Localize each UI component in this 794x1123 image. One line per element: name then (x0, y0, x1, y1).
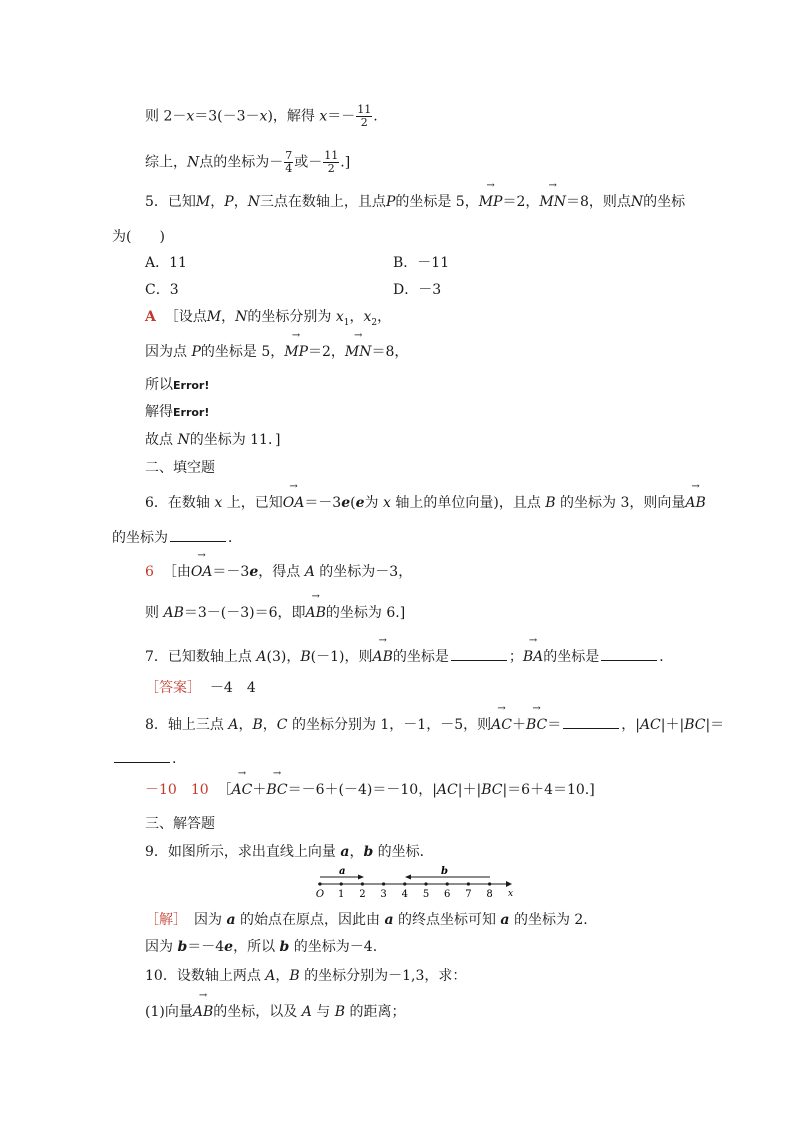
axis-x-label: x (508, 889, 514, 899)
axis-tick-dot (340, 882, 343, 885)
text: ， (233, 194, 248, 210)
text: 点的坐标为－ (199, 154, 284, 171)
text: 的坐标分别为 (247, 309, 336, 325)
text: 的坐标是 5， (395, 194, 479, 210)
text: .] (340, 154, 351, 171)
option-d: D．－3 (393, 282, 442, 298)
answer-5-line3 (145, 375, 209, 396)
text: 的始点在原点，因此由 (235, 912, 385, 928)
var: x (186, 108, 195, 125)
text: 的终点坐标可知 (393, 912, 501, 928)
var: x (335, 309, 344, 325)
answer-7 (145, 678, 256, 698)
text: 的坐标为－3， (314, 564, 413, 580)
text: ( (350, 495, 356, 511)
text: |＝ (705, 717, 725, 733)
text: ＝－6＋(－4)＝－10，| (287, 782, 437, 798)
var: e (249, 564, 259, 580)
text: 的坐标分别为 1，－1，－5，则 (287, 717, 492, 733)
var: A (228, 717, 239, 733)
solution-line-1 (145, 104, 378, 129)
axis-tick-label: 8 (486, 889, 493, 900)
text: ． (228, 530, 242, 546)
answer-blank[interactable] (451, 646, 507, 661)
error-field: Error! (173, 406, 210, 419)
text: 的坐标． (373, 844, 434, 860)
var: a (500, 912, 510, 928)
text: 的坐标，以及 (213, 1004, 302, 1020)
text: ＋ (511, 717, 526, 733)
denominator: 2 (327, 162, 335, 175)
var: P (224, 194, 234, 210)
text: ． (659, 649, 674, 665)
question-6-line2 (112, 527, 242, 548)
answer-tag: ［答案］ (145, 680, 201, 696)
text: 的坐标 (643, 194, 686, 210)
axis-tick-label: 6 (444, 889, 451, 900)
var: BC (481, 782, 503, 798)
var: P (191, 344, 201, 360)
text: ＝3(－3－ (194, 108, 260, 125)
var: M (195, 194, 211, 210)
var: N (187, 154, 200, 171)
var: e (224, 939, 234, 955)
vector: → MP (284, 342, 308, 362)
var: C (276, 717, 288, 733)
text: ＝－ (327, 108, 356, 125)
var: BC (684, 717, 706, 733)
vector: → BC (526, 715, 547, 735)
var: a (226, 912, 236, 928)
text: ＝－3 (304, 495, 342, 511)
vector: → AB (685, 493, 705, 513)
text: 轴上的单位向量)，且点 (390, 495, 546, 511)
var: B (545, 495, 556, 511)
numerator: 11 (324, 149, 339, 162)
error-field: Error! (173, 379, 210, 392)
number-line-figure (310, 866, 520, 902)
text: 5．已知 (145, 194, 196, 210)
var: A (256, 649, 267, 665)
text: 的坐标为 6.] (325, 605, 406, 621)
question-7 (145, 646, 673, 667)
text: 的坐标分别为－1,3，求： (299, 968, 467, 984)
text: (1)向量 (145, 1004, 193, 1020)
vector: → MP (479, 192, 503, 212)
text: ， (377, 309, 392, 325)
text: ［ (217, 782, 232, 798)
text: |＋| (457, 782, 482, 798)
var: a (340, 844, 350, 860)
answer-tag: ［解］ (145, 912, 180, 928)
text: ＝ (547, 717, 562, 733)
vector: → MN (539, 192, 566, 212)
vector: → AB (372, 647, 392, 667)
axis-arrow (506, 881, 512, 887)
text: ［由 (162, 564, 191, 580)
text: ，| (621, 717, 640, 733)
var: M (206, 309, 222, 325)
text: 因为 (145, 939, 178, 955)
vector: → AC (232, 780, 253, 800)
text: 故点 (145, 432, 178, 448)
text: 上，已知 (222, 495, 283, 511)
text: 的坐标是 (392, 649, 449, 665)
question-8-line2 (112, 748, 176, 769)
text: 三点在数轴上，且点 (259, 194, 386, 210)
text: ＝8，则点 (566, 194, 631, 210)
text: (－1)，则 (310, 649, 373, 665)
vector-b-label: b (441, 866, 448, 877)
answer-5-line4 (145, 402, 209, 423)
text: ， (238, 717, 253, 733)
answer-value: 6 (145, 564, 154, 580)
var: N (235, 309, 248, 325)
text: ， (262, 717, 277, 733)
answer-9-line1 (145, 910, 588, 930)
text: 6．在数轴 (145, 495, 215, 511)
var: b (279, 939, 290, 955)
section-solve: 三、解答题 (145, 816, 215, 832)
var: A (301, 1004, 312, 1020)
axis-tick-dot (446, 882, 449, 885)
text: 10．设数轴上两点 (145, 968, 266, 984)
answer-5-line5 (145, 430, 280, 450)
option-b: B．－11 (393, 255, 450, 271)
axis-tick-label: O (315, 889, 325, 900)
var: N (247, 194, 260, 210)
answer-5-line2 (145, 342, 408, 362)
section-fill-blank: 二、填空题 (145, 460, 215, 476)
text: )，解得 (267, 108, 320, 125)
fraction (284, 150, 293, 175)
text: 的坐标为 3，则向量 (555, 495, 686, 511)
text: 的坐标为 2. (509, 912, 588, 928)
text: 则 (145, 605, 164, 621)
var: x (383, 495, 391, 511)
var: e (341, 495, 351, 511)
axis-ticks (316, 882, 493, 900)
axis-tick-dot (467, 882, 470, 885)
text: 的坐标为 11．] (189, 432, 281, 448)
var: B (289, 968, 300, 984)
var: N (630, 194, 644, 210)
text: 则 2－ (145, 108, 187, 125)
text: ； (508, 649, 523, 665)
subscript: 2 (371, 317, 378, 328)
text: 解得 (145, 404, 173, 420)
question-10-part1 (145, 1002, 405, 1022)
var: B (300, 649, 311, 665)
numerator: 11 (357, 103, 372, 116)
text: . (373, 108, 378, 125)
text: (3)， (266, 649, 301, 665)
text: ，所以 (233, 939, 280, 955)
var: AB (163, 605, 184, 621)
text: 的坐标是 (543, 649, 600, 665)
text: ［设点 (164, 309, 207, 325)
text: 的坐标为 (112, 530, 168, 546)
vector: → AB (306, 603, 326, 623)
numerator: 7 (285, 149, 293, 162)
answer-value: －10 10 (145, 782, 209, 798)
answer-6-line1 (145, 562, 412, 582)
vector: → OA (283, 493, 305, 513)
axis-tick-dot (318, 882, 321, 885)
vector-a-label: a (339, 866, 346, 877)
text: 9．如图所示，求出直线上向量 (145, 844, 341, 860)
text: 的坐标是 5， (200, 344, 285, 360)
var: B (252, 717, 263, 733)
vector: → BC (266, 780, 287, 800)
question-6 (145, 493, 706, 513)
text: 因为 (180, 912, 227, 928)
axis-tick-label: 7 (465, 889, 472, 900)
text: ， (275, 968, 290, 984)
axis-tick-label: 4 (401, 889, 408, 900)
var: N (177, 432, 190, 448)
var: e (355, 495, 365, 511)
option-a: A．11 (145, 255, 187, 271)
var: AC (436, 782, 458, 798)
text: ＝2， (308, 344, 345, 360)
var: P (385, 194, 396, 210)
answer-blank[interactable] (114, 748, 170, 763)
answer-9-line2 (145, 937, 377, 957)
question-5-line2: 为( ) (112, 229, 165, 245)
text: 8．轴上三点 (145, 717, 229, 733)
vector: → OA (191, 562, 213, 582)
vector: → AB (193, 1002, 213, 1022)
text: 所以 (145, 377, 173, 393)
text: |＝6＋4＝10.] (502, 782, 595, 798)
vector-b-arrow (405, 875, 411, 880)
text: 因为点 (145, 344, 192, 360)
answer-value: －4 4 (209, 680, 256, 696)
text: ＝8， (371, 344, 409, 360)
solution-line-2 (145, 150, 350, 175)
axis-tick-dot (403, 882, 406, 885)
text: 与 (311, 1004, 335, 1020)
subscript: 1 (343, 317, 350, 328)
answer-blank[interactable] (170, 527, 226, 542)
question-9 (145, 842, 434, 862)
text: . (172, 751, 177, 767)
vector-a-arrow (358, 875, 364, 880)
var: b (177, 939, 188, 955)
axis-tick-dot (382, 882, 385, 885)
var: b (363, 844, 374, 860)
vector: → AC (491, 715, 512, 735)
answer-letter: A (145, 309, 156, 325)
text: ＝2， (502, 194, 540, 210)
vector: → BA (523, 647, 543, 667)
vector: → MN (345, 342, 372, 362)
text: ， (349, 309, 364, 325)
text: ，得点 (258, 564, 305, 580)
axis-tick-dot (488, 882, 491, 885)
option-c: C．3 (145, 282, 179, 298)
answer-5-line1 (145, 307, 391, 333)
text: 的坐标为－4. (289, 939, 378, 955)
var: A (304, 564, 315, 580)
text: 7．已知数轴上点 (145, 649, 257, 665)
denominator: 2 (360, 116, 368, 129)
question-10 (145, 966, 466, 986)
fraction (356, 104, 372, 129)
text: 或－ (294, 154, 323, 171)
question-8 (145, 714, 724, 735)
answer-blank[interactable] (563, 714, 619, 729)
axis-tick-label: 2 (359, 889, 366, 900)
var: x (319, 108, 328, 125)
var: x (363, 309, 372, 325)
fraction (323, 150, 339, 175)
axis-tick-label: 5 (422, 889, 430, 900)
axis-tick-label: 3 (380, 889, 387, 900)
text: |＋| (660, 717, 685, 733)
question-5 (145, 192, 685, 212)
answer-8 (145, 780, 595, 800)
text: ＝3－(－3)＝6，即 (183, 605, 306, 621)
text: ， (349, 844, 364, 860)
answer-blank[interactable] (601, 646, 657, 661)
axis-tick-dot (424, 882, 427, 885)
answer-6-line2 (145, 603, 405, 623)
axis-tick-label: 1 (338, 889, 345, 900)
text: ， (221, 309, 236, 325)
var: AC (639, 717, 661, 733)
var: B (334, 1004, 346, 1020)
text: 的距离； (345, 1004, 406, 1020)
text: 为 (364, 495, 383, 511)
axis-tick-dot (361, 882, 364, 885)
text: ＋ (252, 782, 267, 798)
text: 综上， (145, 154, 187, 171)
text: ＝－4 (187, 939, 225, 955)
var: x (259, 108, 268, 125)
var: a (384, 912, 394, 928)
denominator: 4 (285, 162, 293, 175)
text: ＝－3 (212, 564, 250, 580)
text: ， (210, 194, 225, 210)
var: x (214, 495, 223, 511)
var: A (265, 968, 276, 984)
